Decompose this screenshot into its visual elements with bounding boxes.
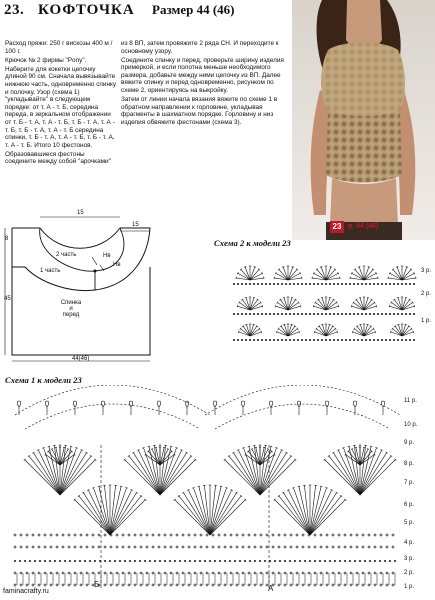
petal-symbol xyxy=(353,401,356,407)
stitch-row xyxy=(14,572,395,575)
dim-bottom: 44(46) xyxy=(72,356,90,362)
schema-1-row-labels xyxy=(404,0,434,600)
schema-2-chart xyxy=(230,248,420,343)
label-np-2: Нв xyxy=(113,262,121,268)
chain-row xyxy=(233,283,415,285)
fan-symbol xyxy=(274,266,302,280)
fan-symbol xyxy=(276,324,299,336)
shell-fan xyxy=(245,447,276,465)
fan-symbol xyxy=(313,297,339,310)
shell-fan xyxy=(45,447,76,465)
fan-symbol xyxy=(314,324,337,336)
article-title: КОФТОЧКА xyxy=(38,2,135,18)
paragraph: Расход пряжи: 250 г вискозы 400 м / 100 г. xyxy=(5,40,113,55)
schema-1-caption: Схема 1 к модели 23 xyxy=(5,375,82,385)
scallop-arc xyxy=(15,385,210,415)
size-label: Размер 44 (46) xyxy=(152,2,235,17)
paragraph: Крючок № 2 фирмы "Pony". xyxy=(5,56,87,64)
fan-symbol xyxy=(275,297,301,310)
scallop-arc xyxy=(215,404,390,429)
schema-1-row-label: 9 р. xyxy=(404,440,415,446)
dim-top-right: 15 xyxy=(132,222,139,228)
fan-symbol xyxy=(238,324,261,336)
schema-1-chart xyxy=(5,385,405,595)
schema-1-row-label: 8 р. xyxy=(404,461,415,467)
model-size-caption: р. 44 (46) xyxy=(348,223,379,230)
fan-symbol xyxy=(236,266,264,280)
petal-symbol xyxy=(213,401,216,407)
paragraph: Образовавшиеся фестоны соедините между собой "арочками" xyxy=(5,150,111,166)
schema-2-row-label: 3 р. xyxy=(421,268,432,274)
paragraph: из 8 ВП, затем провяжите 2 ряда СН. И переходите к основному узору. xyxy=(121,40,279,55)
dim-left-main: 45 xyxy=(4,296,11,302)
schema-2-row-label: 1 р. xyxy=(421,318,432,324)
chain-row xyxy=(14,560,396,562)
petal-symbol xyxy=(101,401,104,407)
schema-1-row-label: 6 р. xyxy=(404,502,415,508)
schema-1-row-label: 10 р. xyxy=(404,422,418,428)
schema-1-row-label: 7 р. xyxy=(404,480,415,486)
label-part-2: 2 часть xyxy=(56,252,77,258)
label-part-1: 1 часть xyxy=(40,268,61,274)
schema-2-row-label: 2 р. xyxy=(421,291,432,297)
marker-b: Б xyxy=(94,580,100,589)
shell-fan xyxy=(274,485,346,535)
petal-symbol xyxy=(157,401,160,407)
marker-a: А xyxy=(268,584,274,593)
schema-1-row-label: 2 р. xyxy=(404,570,415,576)
shell-fan xyxy=(145,447,176,465)
label-np-1: Нв xyxy=(103,253,111,259)
shell-fan xyxy=(174,485,246,535)
schema-1-row-label: 4 р. xyxy=(404,540,415,546)
petal-symbol xyxy=(185,401,188,407)
petal-symbol xyxy=(17,401,20,407)
stitch-row xyxy=(14,546,395,549)
site-watermark: faminacrafty.ru xyxy=(3,588,49,595)
paragraph: Соедините спинку и перед, проверьте ширину изделия примеркой, и если полотна меньше необходимого размера, добавьте между ними цепочку из ВП. Далее вяжите спинку и перед одновременно, рисунком по схеме 2, ориентируясь на выкройку. xyxy=(121,56,284,95)
article-number: 23. xyxy=(4,2,25,18)
schema-1-row-label: 1 р. xyxy=(404,584,415,590)
schema-2-caption: Схема 2 к модели 23 xyxy=(214,238,291,248)
dim-left-top: 8 xyxy=(5,236,9,242)
garment-pattern xyxy=(0,205,215,370)
paragraph: Наберите для кокетки цепочку длиной 90 см. Сначала вывязывайте нижнюю часть, одновременно спинку и полочку. Узор (схема 1) "укладывайте" в следующем порядке: от т. А - т. Б, середина переда, в зеркальном отображении от т. Б - т. А, т. А - т. Б, т. Б - т. А, т. А - т. Б, т. Б - т. А, т. А - т. Б середина спинки, т. Б - т. А, т. А - т. Б, т. Б - т. А, т. А - т. Б. Итого 10 фестонов. xyxy=(5,65,117,149)
chain-row xyxy=(233,339,415,341)
petal-symbol xyxy=(269,401,272,407)
stitch-row xyxy=(14,584,395,587)
fan-symbol xyxy=(352,324,375,336)
stitch-row xyxy=(14,534,395,537)
schema-1-row-label: 3 р. xyxy=(404,556,415,562)
petal-symbol xyxy=(45,401,48,407)
model-number-badge: 23 xyxy=(330,221,344,233)
petal-symbol xyxy=(129,401,132,407)
fan-symbol xyxy=(312,266,340,280)
dim-top: 15 xyxy=(77,210,84,216)
schema-1-row-label: 5 р. xyxy=(404,520,415,526)
shell-fan xyxy=(345,447,376,465)
instructions-column-2 xyxy=(121,40,289,128)
scallop-arc xyxy=(205,385,400,415)
petal-symbol xyxy=(73,401,76,407)
fan-symbol xyxy=(237,297,263,310)
chain-row xyxy=(233,313,415,315)
petal-symbol xyxy=(241,401,244,407)
label-body: Спинка и перед xyxy=(60,300,82,318)
fan-symbol xyxy=(350,266,378,280)
instructions-column-1 xyxy=(5,40,117,168)
shell-fan xyxy=(74,485,146,535)
scallop-arc xyxy=(25,404,200,429)
fan-symbol xyxy=(351,297,377,310)
paragraph: Затем от линии начала вязания вяжите по схеме 1 в обратном направлении к горловине, укладывая фрагменты в шахматном порядке. Горловину и низ изделия обвяжите фестонами (схема 3). xyxy=(121,96,278,126)
schema-1-row-label: 11 р. xyxy=(404,398,417,404)
